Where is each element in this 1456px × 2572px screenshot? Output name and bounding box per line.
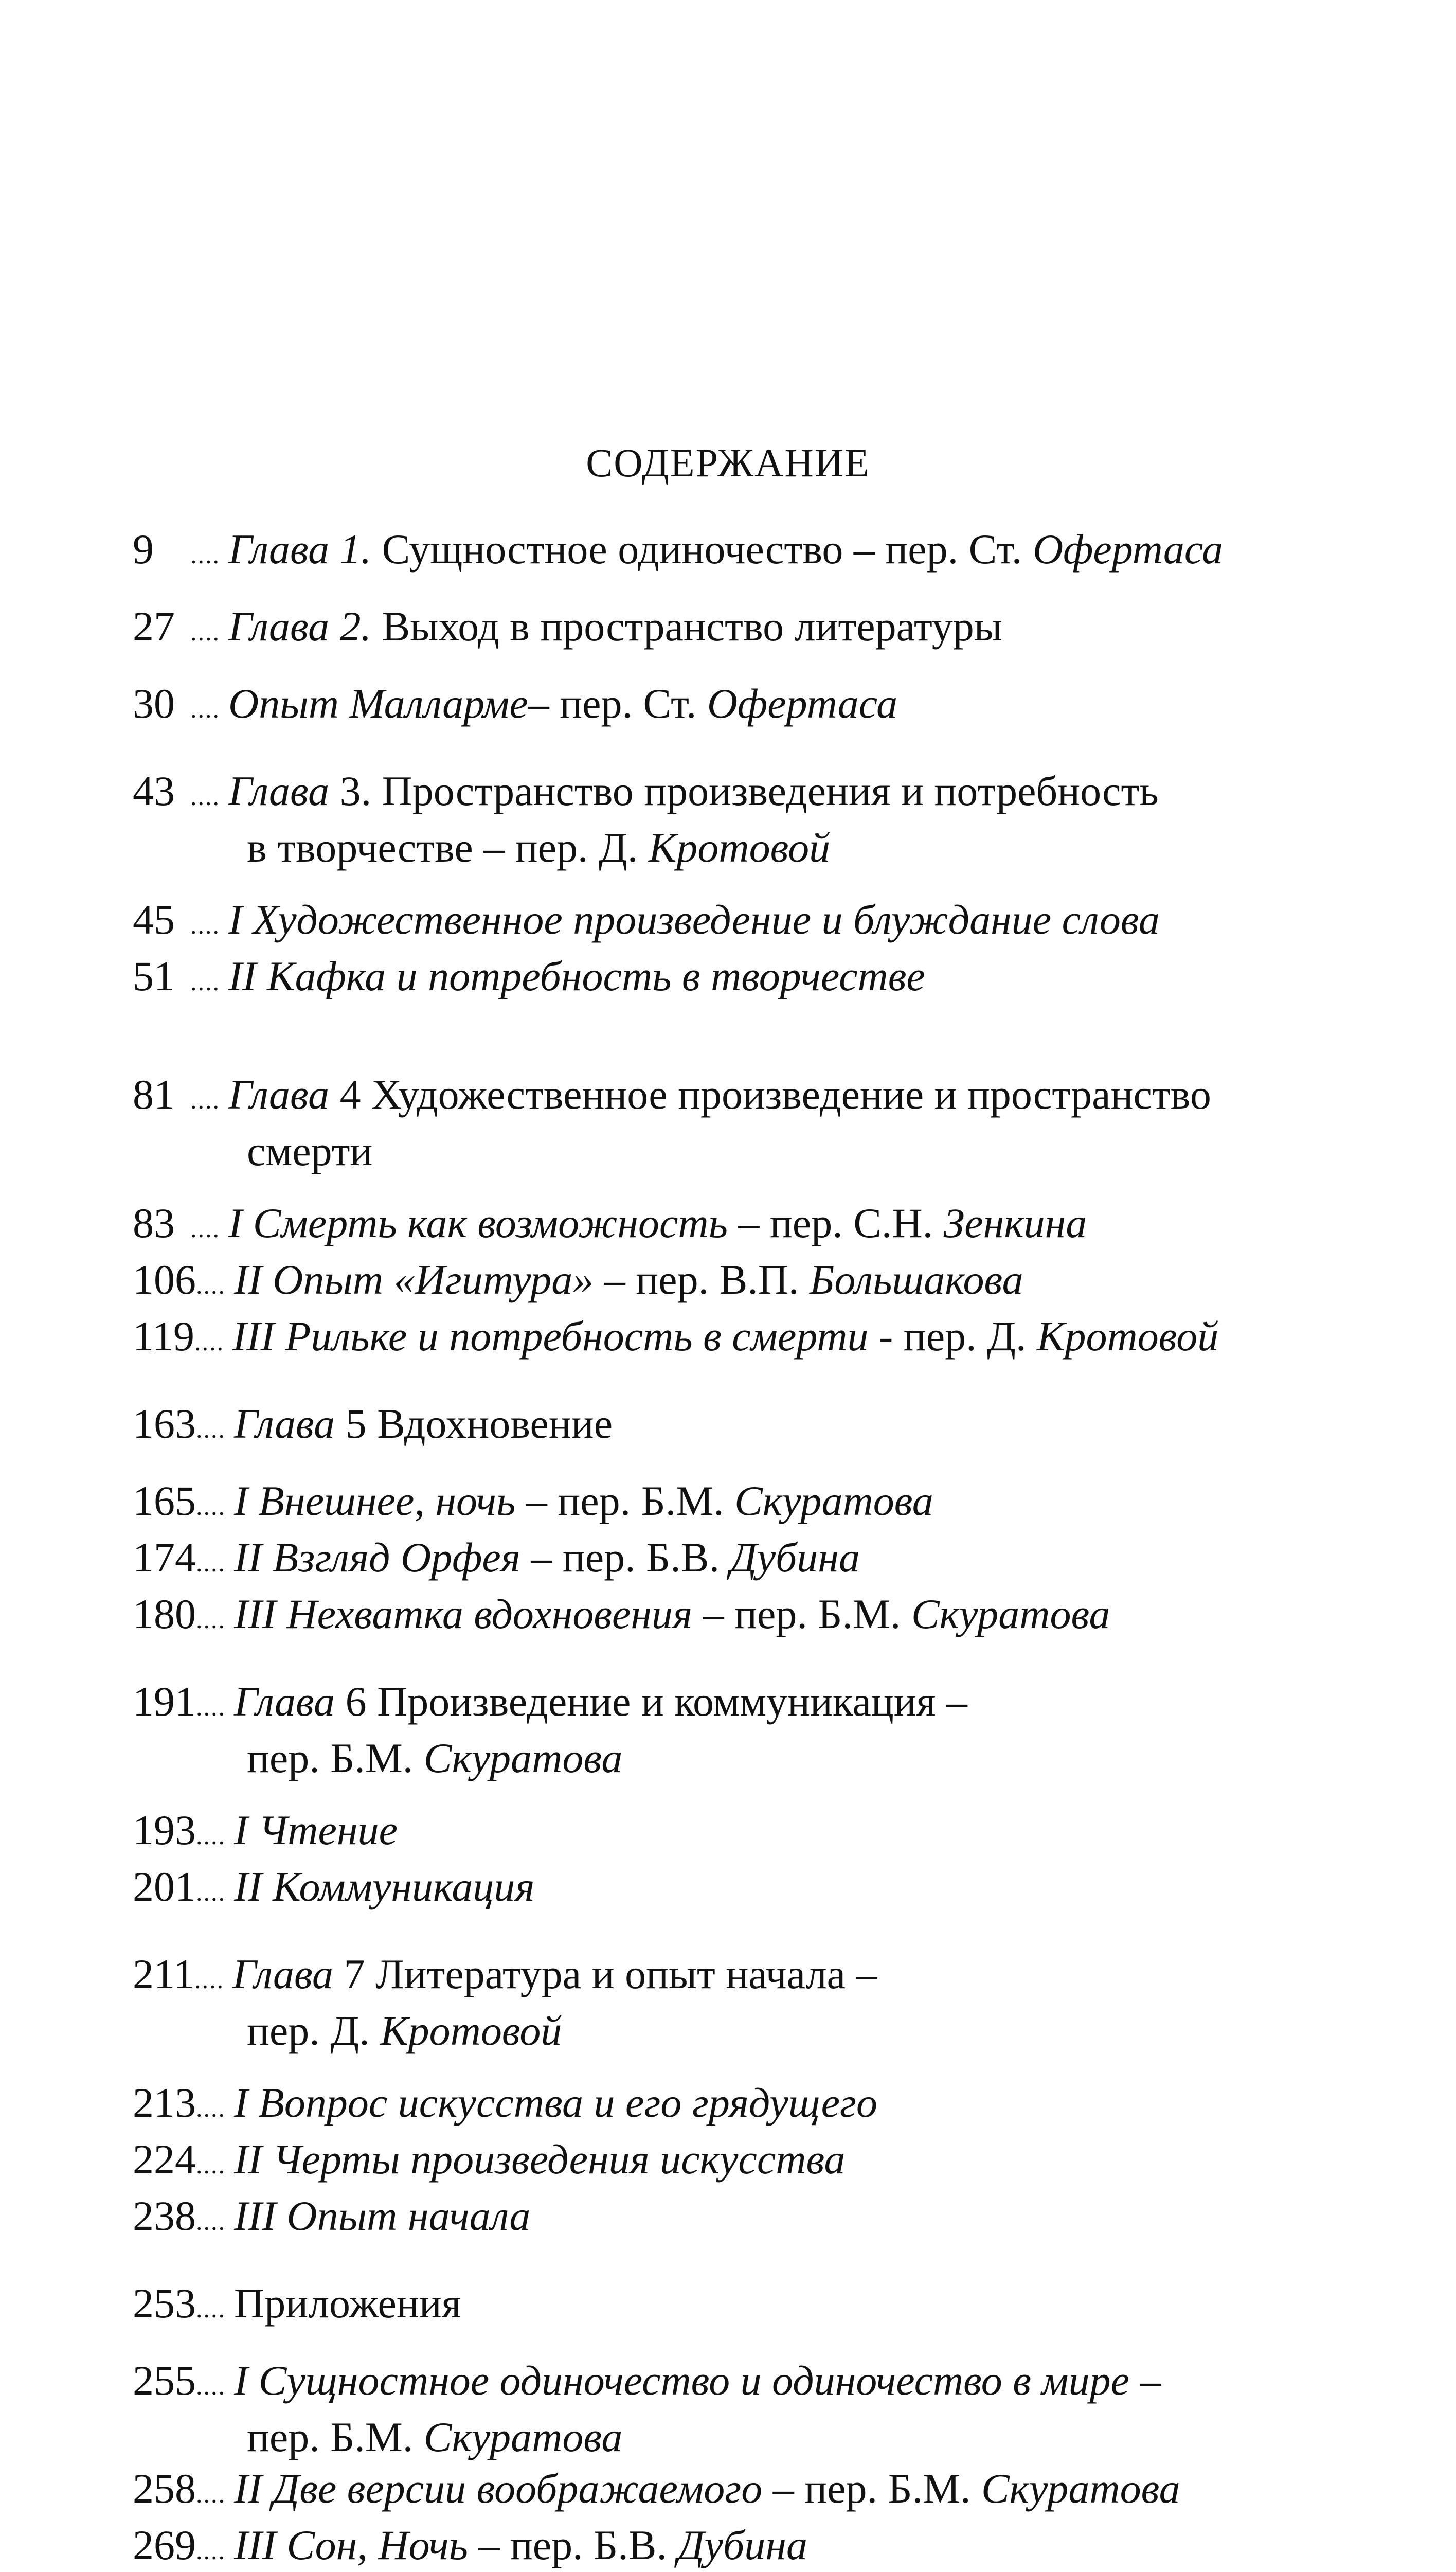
entry-title: Приложения <box>234 2280 461 2327</box>
toc-entry <box>133 601 1377 657</box>
page-number: 43 <box>133 767 175 814</box>
entry-continuation: смерти <box>247 1128 373 1174</box>
toc-entry <box>133 1588 1377 1645</box>
page-number: 174 <box>133 1534 196 1581</box>
toc-entry <box>133 2520 1377 2572</box>
page-title: СОДЕРЖАНИЕ <box>586 440 870 485</box>
page-number: 45 <box>133 896 175 943</box>
page-number: 30 <box>133 680 175 727</box>
page-number: 224 <box>133 2136 196 2183</box>
entry-continuation <box>133 1732 1377 1784</box>
toc-entry <box>133 951 1377 1007</box>
entry-label: II Две версии воображаемого <box>234 2465 763 2512</box>
page-number: 51 <box>133 953 175 999</box>
page-number: 211 <box>133 1951 194 1997</box>
entry-title: – <box>1129 2357 1161 2404</box>
entry-label: Глава <box>228 1071 330 1118</box>
toc-entry <box>133 524 1377 580</box>
leader-dots: .... <box>196 1548 226 1577</box>
entry-label: III Рильке и потребность в смерти <box>232 1313 869 1360</box>
translator-name: Скуратова <box>911 1591 1110 1637</box>
toc-entry <box>133 2355 1377 2463</box>
toc-entry <box>133 2134 1377 2190</box>
translator-name: Дубина <box>730 1534 860 1581</box>
entry-title: 5 Вдохновение <box>335 1400 613 1447</box>
leader-dots: .... <box>190 910 220 939</box>
toc-entry <box>133 1676 1377 1784</box>
toc-entry <box>133 1069 1377 1177</box>
entry-label: Опыт Малларме <box>228 680 528 727</box>
page-number: 193 <box>133 1807 196 1853</box>
translator-name: Офертаса <box>707 680 898 727</box>
toc-entry <box>133 1805 1377 1861</box>
page-number: 81 <box>133 1071 175 1118</box>
entry-label: I Смерть как возможность <box>228 1200 728 1246</box>
translator-name: Зенкина <box>943 1200 1087 1246</box>
entry-label: Глава <box>232 1951 334 1997</box>
entry-label: III Сон, Ночь <box>234 2522 468 2568</box>
translator-name: Скуратова <box>423 1735 623 1781</box>
translator-name: Кротовой <box>1037 1313 1219 1360</box>
page-number: 83 <box>133 1200 175 1246</box>
translator-name: Скуратова <box>734 1477 933 1524</box>
entry-continuation <box>133 2005 1377 2057</box>
page-number: 106 <box>133 1256 196 1303</box>
entry-title: – пер. С.Н. <box>727 1200 944 1246</box>
toc-entry <box>133 2278 1377 2334</box>
leader-dots: .... <box>196 1821 226 1850</box>
leader-dots: .... <box>190 782 220 811</box>
entry-label: III Нехватка вдохновения <box>234 1591 693 1637</box>
page-number: 9 <box>133 526 154 573</box>
translator-name: Дубина <box>677 2522 807 2568</box>
translator-name: Скуратова <box>423 2414 623 2460</box>
leader-dots: .... <box>190 1085 220 1114</box>
toc-entry <box>133 894 1377 951</box>
page-number: 253 <box>133 2280 196 2327</box>
leader-dots: .... <box>196 2094 226 2122</box>
page-number: 27 <box>133 603 175 650</box>
toc-entry <box>133 1398 1377 1455</box>
entry-title: Сущностное одиночество – пер. Ст. <box>371 526 1033 573</box>
entry-label: I Чтение <box>234 1807 398 1853</box>
entry-title: Выход в пространство литературы <box>371 603 1002 650</box>
page-number: 269 <box>133 2522 196 2568</box>
toc-entry <box>133 765 1377 873</box>
page-number: 255 <box>133 2357 196 2404</box>
entry-label: II Коммуникация <box>234 1863 535 1910</box>
leader-dots: .... <box>196 2479 226 2508</box>
entry-title: 7 Литература и опыт начала – <box>333 1951 877 1997</box>
entry-label: II Черты произведения искусства <box>234 2136 846 2183</box>
leader-dots: .... <box>196 2150 226 2179</box>
entry-label: Глава 1. <box>228 526 372 573</box>
entry-label: II Кафка и потребность в творчестве <box>228 953 925 999</box>
leader-dots: .... <box>196 1415 226 1443</box>
page-number: 191 <box>133 1678 196 1725</box>
entry-title: – пер. Б.М. <box>515 1477 735 1524</box>
toc-entry <box>133 678 1377 735</box>
entry-label: I Художественное произведение и блуждание слова <box>228 896 1160 943</box>
page-number: 213 <box>133 2079 196 2126</box>
leader-dots: .... <box>190 540 220 569</box>
entry-title: – пер. Б.В. <box>468 2522 678 2568</box>
leader-dots: .... <box>196 1271 226 1299</box>
entry-title: 4 Художественное произведение и пространство <box>329 1071 1211 1118</box>
leader-dots: .... <box>196 1492 226 1521</box>
entry-continuation <box>133 2412 1377 2463</box>
continuation-text: пер. Б.М. <box>247 2414 424 2460</box>
leader-dots: .... <box>196 1878 226 1906</box>
toc-entry <box>133 2077 1377 2134</box>
translator-name: Скуратова <box>981 2465 1180 2512</box>
page-number: 201 <box>133 1863 196 1910</box>
translator-name: Кротовой <box>380 2007 562 2054</box>
entry-title: 6 Произведение и коммуникация – <box>335 1678 967 1725</box>
translator-name: Офертаса <box>1032 526 1224 573</box>
leader-dots: .... <box>194 1965 224 1994</box>
entry-title: – пер. Б.М. <box>692 1591 911 1637</box>
entry-title: – пер. Б.М. <box>762 2465 981 2512</box>
entry-title: – пер. Б.В. <box>520 1534 730 1581</box>
page-number: 238 <box>133 2192 196 2239</box>
entry-title: 3. Пространство произведения и потребность <box>329 767 1159 814</box>
toc-entry <box>133 2190 1377 2247</box>
entry-label: II Опыт «Игитура» <box>234 1256 594 1303</box>
entry-label: Глава <box>234 1678 335 1725</box>
page-number: 163 <box>133 1400 196 1447</box>
leader-dots: .... <box>190 967 220 996</box>
page-number: 119 <box>133 1313 194 1360</box>
page-number: 180 <box>133 1591 196 1637</box>
page-number: 258 <box>133 2465 196 2512</box>
entry-label: Глава <box>234 1400 335 1447</box>
page-number: 165 <box>133 1477 196 1524</box>
leader-dots: .... <box>196 2294 226 2323</box>
toc-entry <box>133 1475 1377 1532</box>
entry-label: III Опыт начала <box>234 2192 531 2239</box>
leader-dots: .... <box>196 1692 226 1721</box>
entry-continuation <box>133 822 1377 873</box>
toc-entry <box>133 1198 1377 1254</box>
entry-label: I Внешнее, ночь <box>234 1477 516 1524</box>
leader-dots: .... <box>190 617 220 646</box>
entry-label: Глава 2. <box>228 603 372 650</box>
translator-name: Большакова <box>810 1256 1023 1303</box>
leader-dots: .... <box>190 694 220 723</box>
entry-label: I Сущностное одиночество и одиночество в мире <box>234 2357 1130 2404</box>
toc-entry <box>133 1949 1377 2057</box>
continuation-text: пер. Б.М. <box>247 1735 424 1781</box>
entry-title: – пер. Ст. <box>528 680 707 727</box>
table-of-contents <box>133 524 1377 2572</box>
toc-entry <box>133 1861 1377 1918</box>
entry-title: – пер. В.П. <box>594 1256 810 1303</box>
continuation-text: пер. Д. <box>247 2007 381 2054</box>
leader-dots: .... <box>190 1214 220 1243</box>
continuation-text: в творчестве – пер. Д. <box>247 824 649 871</box>
entry-label: I Вопрос искусства и его грядущего <box>234 2079 878 2126</box>
translator-name: Кротовой <box>648 824 831 871</box>
toc-entry <box>133 1311 1377 1367</box>
toc-entry <box>133 2463 1377 2520</box>
leader-dots: .... <box>196 2207 226 2236</box>
leader-dots: .... <box>196 1605 226 1634</box>
toc-entry <box>133 1532 1377 1588</box>
leader-dots: .... <box>196 2536 226 2565</box>
entry-label: Глава <box>228 767 330 814</box>
entry-label: II Взгляд Орфея <box>234 1534 520 1581</box>
leader-dots: .... <box>196 2371 226 2400</box>
entry-title: - пер. Д. <box>868 1313 1037 1360</box>
leader-dots: .... <box>194 1327 224 1356</box>
toc-entry <box>133 1254 1377 1311</box>
